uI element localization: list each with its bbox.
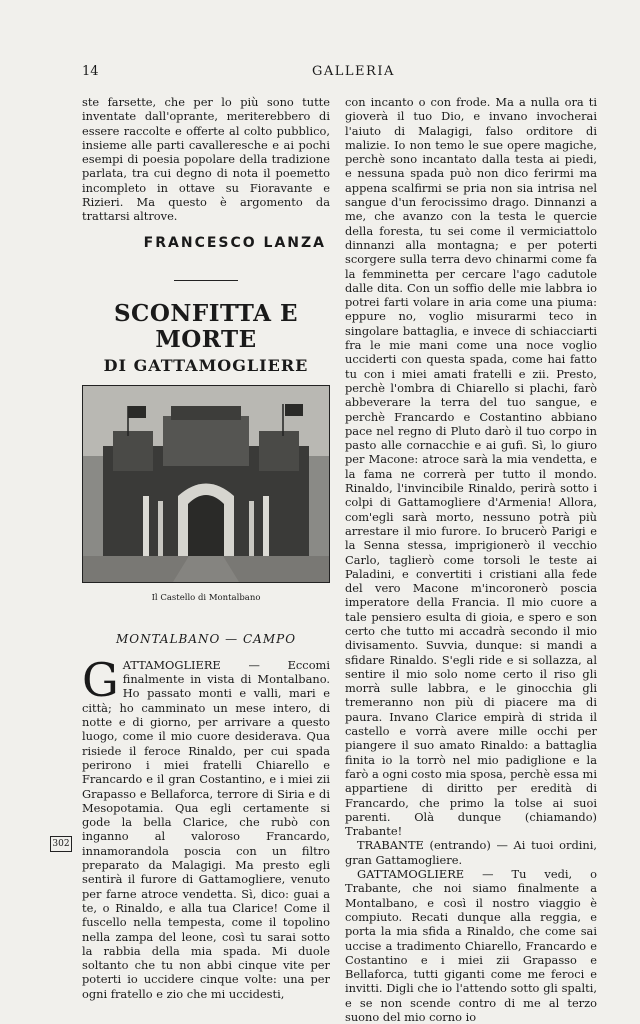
photo-caption: Il Castello di Montalbano [151,593,261,604]
author-signature: FRANCESCO LANZA [143,234,326,251]
archive-stamp: 302 [50,836,72,852]
article-title: SCONFITTA E MORTE [113,299,299,353]
intro-paragraph: ste farsette, che per lo più sono tutte inventate dall'oprante, meriterebbero di essere raccolte e offerte al colto pubblico, insieme alle parti cavalleresche e ai pochi esempi di poesia popolare della tradizione parlata, tra cui degno di nota il poemetto incompleto in ottave su Fioravante e Rizieri. Ma questo è argomento da trattarsi altrove. [82,95,330,224]
scene-heading: MONTALBANO — CAMPO [115,631,297,646]
trabante-line: TRABANTE (entrando) — Ai tuoi ordini, gran Gattamogliere. [345,838,597,867]
running-head: GALLERIA [312,64,395,79]
main-paragraph-text: ATTAMOGLIERE — Eccomi finalmente in vista di Montalbano. Ho passato monti e valli, mari e città; ho camminato un mese intero, di notte e di giorno, per arrivare a questo luogo, come il mio cuore desiderava. Qua risiede il feroce Rinaldo, per cui spada perirono i miei fratelli Chiarello e Francardo e il gran Costantino, e i miei zii Grapasso e Bellaforca, terrore di Siria e di Mesopotamia. Qua egli certamente si gode la bella Clarice, che rubò con inganno al valoroso Francardo, innamorandola poscia con un filtro preparato da Malagigi. Ma presto egli sentirà il furore di Gattamogliere, venuto per farne atroce vendetta. Sì, dico: guai a te, o Rinaldo, e alla tua Clarice! Come il fuscello nella tempesta, come il topolino nella zampa del leone, così tu sarai sotto la rabbia della mia spada. Mi duole soltanto che tu non abbi cinque vite per poterti io uccidere cinque volte: una per ogni fratello e zio che mi uccidesti, [82,657,330,1001]
drop-cap: G [82,652,119,707]
left-column [82,95,330,1001]
continued-paragraph: con incanto o con frode. Ma a nulla ora ti gioverà il tuo Dio, e invano invocherai l'aiuto di Malagigi, falso orditore di malizie. Io non temo le sue opere magiche, perchè sono incantato dalla testa ai piedi, e nessuna spada può non dico ferirmi ma appena scalfirmi se pria non sia intrisa nel sangue d'un ferocissimo drago. Dinnanzi a me, che avanzo con la testa le quercie della foresta, tu sei come il vermiciattolo dinnanzi alla montagna; e per poterti scorgere sulla terra devo chinarmi come fa la femminetta per cercare l'ago cadutole dalle dita. Con un soffio delle mie labbra io potrei farti volare in aria come una piuma: eppure no, voglio misurarmi teco in singolare battaglia, e invece di schiacciarti fra le mie mani come una noce voglio ucciderti con questa spada, come hai fatto tu con i miei amati fratelli e zii. Presto, perchè l'ombra di Chiarello si plachi, farò abbeverare la terra del tuo sangue, e perchè Francardo e Costantino abbiano pace nel regno di Pluto darò il tuo corpo in pasto alle cornacchie e ai gufi. Sì, lo giuro per Macone: atroce sarà la mia vendetta, e la fama ne correrà per tutto il mondo. Rinaldo, l'invincibile Rinaldo, perirà sotto i colpi di Gattamogliere d'Armenia! Allora, com'egli sarà morto, nessuno potrà più arrestare il mio furore. Io brucerò Parigi e la Senna stessa, imprigionerò il vecchio Carlo, taglierò come torsoli le teste ai Paladini, e convertiti i cristiani alla fede del vero Macone m'incoronerò poscia imperatore della Francia. Il mio cuore a tale pensiero esulta di gioia, e spero e son certo che tutto mi accadrà secondo il mio divisamento. Suvvia, dunque: si mandi a sfidare Rinaldo. S'egli ride e si sollazza, al sentire il mio solo nome certo il riso gli morrà sulle labbra, e le ginocchia gli tremeranno non più di piacere ma di paura. Invano Clarice empirà di strida il castello e vorrà avere mille occhi per piangere il suo amato Rinaldo: a battaglia finita io la torrò nel mio padiglione e la farò a ogni costo mia sposa, perchè essa mi appartiene di diritto per eredità di Francardo, che primo la tolse ai suoi parenti. Olà dunque (chiamando) Trabante! [345,95,597,839]
section-divider [174,280,238,281]
article-subtitle: DI GATTAMOGLIERE [103,355,309,375]
gattamogliere-line: GATTAMOGLIERE — Tu vedi, o Trabante, che noi siamo finalmente a Montalbano, e così il nostro viaggio è compiuto. Recati dunque alla reggia, e porta la mia sfida a Rinaldo, che come sai uccise a tradimento Chiarello, Francardo e Costantino e i miei zii Grapasso e Bellaforca, tutti giganti come me feroci e invitti. Digli che io l'attendo sotto gli spalti, e se non scende contro di me al terzo suono del mio corno io [345,867,597,1024]
right-column [345,95,597,1024]
castle-photograph [82,385,330,583]
main-paragraph [82,652,330,1001]
page-number: 14 [82,64,99,79]
